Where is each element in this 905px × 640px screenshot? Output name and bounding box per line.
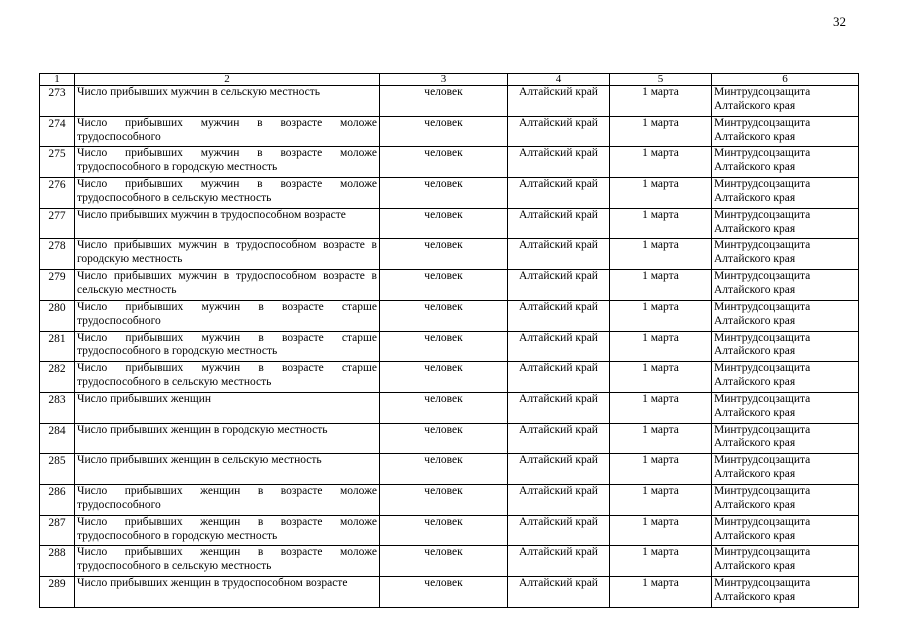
unit-of-measure-cell: человек	[380, 270, 508, 301]
unit-of-measure-cell: человек	[380, 362, 508, 393]
region-cell: Алтайский край	[508, 392, 610, 423]
indicator-name-cell: Число прибывших мужчин в возрасте моложе трудоспособного в сельскую местность	[75, 178, 380, 209]
row-number-cell: 285	[40, 454, 75, 485]
unit-of-measure-cell: человек	[380, 147, 508, 178]
unit-of-measure-cell: человек	[380, 300, 508, 331]
region-cell: Алтайский край	[508, 208, 610, 239]
responsible-organization-cell: Минтрудсоцзащита Алтайского края	[712, 300, 859, 331]
unit-of-measure-cell: человек	[380, 454, 508, 485]
row-number-cell: 280	[40, 300, 75, 331]
deadline-date-cell: 1 марта	[610, 300, 712, 331]
table-row	[40, 546, 859, 577]
header-cell-4: 4	[508, 74, 610, 86]
table-row	[40, 331, 859, 362]
table-row	[40, 147, 859, 178]
indicator-name-cell: Число прибывших мужчин в сельскую местность	[75, 86, 380, 117]
header-cell-3: 3	[380, 74, 508, 86]
row-number-cell: 275	[40, 147, 75, 178]
responsible-organization-cell: Минтрудсоцзащита Алтайского края	[712, 392, 859, 423]
row-number-cell: 283	[40, 392, 75, 423]
region-cell: Алтайский край	[508, 86, 610, 117]
row-number-cell: 276	[40, 178, 75, 209]
row-number-cell: 278	[40, 239, 75, 270]
responsible-organization-cell: Минтрудсоцзащита Алтайского края	[712, 423, 859, 454]
region-cell: Алтайский край	[508, 423, 610, 454]
table-row	[40, 362, 859, 393]
row-number-cell: 281	[40, 331, 75, 362]
responsible-organization-cell: Минтрудсоцзащита Алтайского края	[712, 178, 859, 209]
indicator-name-cell: Число прибывших мужчин в трудоспособном возрасте в городскую местность	[75, 239, 380, 270]
indicator-name-cell: Число прибывших мужчин в возрасте старше трудоспособного в городскую местность	[75, 331, 380, 362]
region-cell: Алтайский край	[508, 331, 610, 362]
responsible-organization-cell: Минтрудсоцзащита Алтайского края	[712, 270, 859, 301]
deadline-date-cell: 1 марта	[610, 147, 712, 178]
responsible-organization-cell: Минтрудсоцзащита Алтайского края	[712, 116, 859, 147]
unit-of-measure-cell: человек	[380, 577, 508, 608]
responsible-organization-cell: Минтрудсоцзащита Алтайского края	[712, 484, 859, 515]
responsible-organization-cell: Минтрудсоцзащита Алтайского края	[712, 331, 859, 362]
row-number-cell: 289	[40, 577, 75, 608]
deadline-date-cell: 1 марта	[610, 116, 712, 147]
responsible-organization-cell: Минтрудсоцзащита Алтайского края	[712, 86, 859, 117]
deadline-date-cell: 1 марта	[610, 392, 712, 423]
deadline-date-cell: 1 марта	[610, 331, 712, 362]
region-cell: Алтайский край	[508, 270, 610, 301]
region-cell: Алтайский край	[508, 546, 610, 577]
row-number-cell: 284	[40, 423, 75, 454]
table-row	[40, 178, 859, 209]
indicator-name-cell: Число прибывших женщин в трудоспособном возрасте	[75, 577, 380, 608]
indicator-name-cell: Число прибывших женщин в возрасте моложе трудоспособного в городскую местность	[75, 515, 380, 546]
region-cell: Алтайский край	[508, 116, 610, 147]
table-row	[40, 116, 859, 147]
region-cell: Алтайский край	[508, 454, 610, 485]
unit-of-measure-cell: человек	[380, 546, 508, 577]
unit-of-measure-cell: человек	[380, 208, 508, 239]
table-row	[40, 270, 859, 301]
deadline-date-cell: 1 марта	[610, 208, 712, 239]
deadline-date-cell: 1 марта	[610, 86, 712, 117]
indicator-name-cell: Число прибывших женщин в возрасте моложе трудоспособного	[75, 484, 380, 515]
table-row	[40, 300, 859, 331]
indicator-name-cell: Число прибывших мужчин в возрасте старше трудоспособного	[75, 300, 380, 331]
deadline-date-cell: 1 марта	[610, 362, 712, 393]
unit-of-measure-cell: человек	[380, 239, 508, 270]
region-cell: Алтайский край	[508, 362, 610, 393]
deadline-date-cell: 1 марта	[610, 546, 712, 577]
table-row	[40, 208, 859, 239]
indicator-name-cell: Число прибывших мужчин в трудоспособном возрасте в сельскую местность	[75, 270, 380, 301]
region-cell: Алтайский край	[508, 484, 610, 515]
page-number: 32	[833, 14, 846, 29]
unit-of-measure-cell: человек	[380, 178, 508, 209]
row-number-cell: 277	[40, 208, 75, 239]
responsible-organization-cell: Минтрудсоцзащита Алтайского края	[712, 515, 859, 546]
table-row	[40, 392, 859, 423]
responsible-organization-cell: Минтрудсоцзащита Алтайского края	[712, 546, 859, 577]
responsible-organization-cell: Минтрудсоцзащита Алтайского края	[712, 577, 859, 608]
indicator-name-cell: Число прибывших женщин в возрасте моложе трудоспособного в сельскую местность	[75, 546, 380, 577]
deadline-date-cell: 1 марта	[610, 454, 712, 485]
indicator-name-cell: Число прибывших мужчин в возрасте моложе трудоспособного в городскую местность	[75, 147, 380, 178]
region-cell: Алтайский край	[508, 300, 610, 331]
table-row	[40, 86, 859, 117]
deadline-date-cell: 1 марта	[610, 484, 712, 515]
unit-of-measure-cell: человек	[380, 423, 508, 454]
unit-of-measure-cell: человек	[380, 515, 508, 546]
indicator-name-cell: Число прибывших женщин	[75, 392, 380, 423]
table-row	[40, 423, 859, 454]
responsible-organization-cell: Минтрудсоцзащита Алтайского края	[712, 147, 859, 178]
header-cell-5: 5	[610, 74, 712, 86]
deadline-date-cell: 1 марта	[610, 270, 712, 301]
table-row	[40, 577, 859, 608]
table-row	[40, 239, 859, 270]
deadline-date-cell: 1 марта	[610, 178, 712, 209]
table-header-row	[40, 74, 859, 86]
indicator-name-cell: Число прибывших мужчин в возрасте старше трудоспособного в сельскую местность	[75, 362, 380, 393]
table-row	[40, 484, 859, 515]
responsible-organization-cell: Минтрудсоцзащита Алтайского края	[712, 362, 859, 393]
table-row	[40, 515, 859, 546]
row-number-cell: 287	[40, 515, 75, 546]
indicator-name-cell: Число прибывших женщин в городскую местность	[75, 423, 380, 454]
deadline-date-cell: 1 марта	[610, 239, 712, 270]
header-cell-6: 6	[712, 74, 859, 86]
unit-of-measure-cell: человек	[380, 484, 508, 515]
row-number-cell: 282	[40, 362, 75, 393]
deadline-date-cell: 1 марта	[610, 577, 712, 608]
region-cell: Алтайский край	[508, 147, 610, 178]
deadline-date-cell: 1 марта	[610, 515, 712, 546]
indicators-table	[39, 73, 859, 608]
unit-of-measure-cell: человек	[380, 331, 508, 362]
responsible-organization-cell: Минтрудсоцзащита Алтайского края	[712, 239, 859, 270]
responsible-organization-cell: Минтрудсоцзащита Алтайского края	[712, 454, 859, 485]
deadline-date-cell: 1 марта	[610, 423, 712, 454]
row-number-cell: 273	[40, 86, 75, 117]
row-number-cell: 279	[40, 270, 75, 301]
responsible-organization-cell: Минтрудсоцзащита Алтайского края	[712, 208, 859, 239]
header-cell-1: 1	[40, 74, 75, 86]
region-cell: Алтайский край	[508, 178, 610, 209]
header-cell-2: 2	[75, 74, 380, 86]
indicator-name-cell: Число прибывших мужчин в трудоспособном возрасте	[75, 208, 380, 239]
table-row	[40, 454, 859, 485]
unit-of-measure-cell: человек	[380, 86, 508, 117]
indicator-name-cell: Число прибывших мужчин в возрасте моложе трудоспособного	[75, 116, 380, 147]
unit-of-measure-cell: человек	[380, 116, 508, 147]
unit-of-measure-cell: человек	[380, 392, 508, 423]
region-cell: Алтайский край	[508, 577, 610, 608]
row-number-cell: 288	[40, 546, 75, 577]
region-cell: Алтайский край	[508, 515, 610, 546]
indicator-name-cell: Число прибывших женщин в сельскую местность	[75, 454, 380, 485]
row-number-cell: 286	[40, 484, 75, 515]
region-cell: Алтайский край	[508, 239, 610, 270]
table-body	[40, 74, 859, 608]
row-number-cell: 274	[40, 116, 75, 147]
